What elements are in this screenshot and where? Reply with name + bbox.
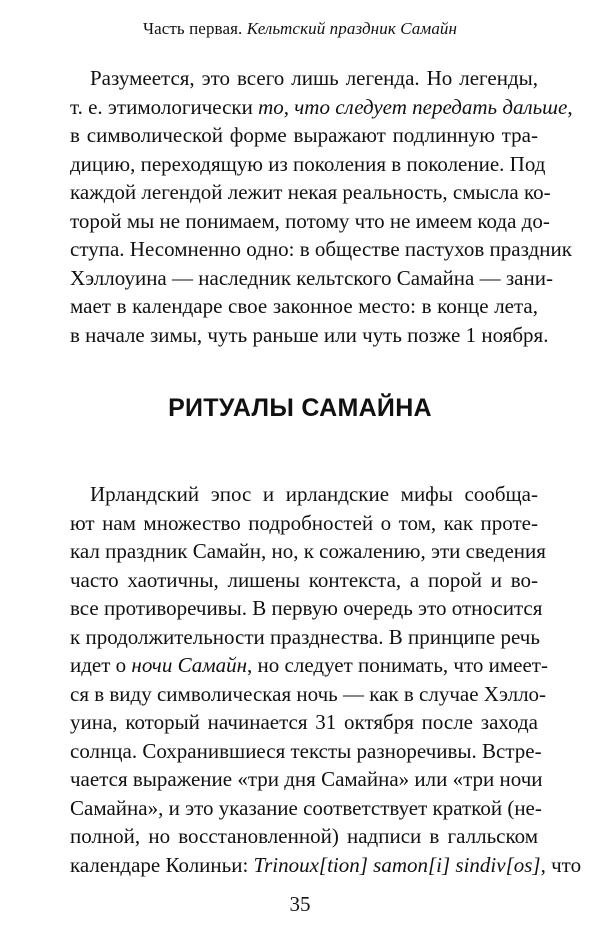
text-line: ступа. Несомненно одно: в обществе пастухов праздник <box>70 237 572 261</box>
running-head-part: Часть первая. <box>142 19 243 38</box>
text-line: все противоречивы. В первую очередь это относится <box>70 596 543 620</box>
paragraph-rituals <box>70 480 582 879</box>
text-line: Ирландский эпос и ирландские мифы сообща- <box>90 482 538 506</box>
text-line: дицию, переходящую из поколения в поколение. Под <box>70 151 546 176</box>
text-line: ют нам множество подробностей о том, как проте- <box>70 510 538 535</box>
text-line: каждой легендой лежит некая реальность, смысла ко- <box>70 180 551 204</box>
text-line: полной, но восстановленной) надписи в галльском <box>70 824 538 848</box>
section-heading: РИТУАЛЫ САМАЙНА <box>168 394 432 422</box>
emphasis: ночи Самайн <box>131 653 248 677</box>
text-line: Самайна», и это указание соответствует краткой (не- <box>70 795 542 820</box>
text-line: к продолжительности празднества. В принципе речь <box>70 624 540 649</box>
text-line: торой мы не понимаем, потому что не имеем кода до- <box>70 208 550 233</box>
text-line: мает в календаре свое законное место: в конце лета, <box>70 294 538 318</box>
inscription: Trinoux[tion] samon[i] sindiv[os] <box>253 852 541 877</box>
text-line: идет о ночи Самайн, но следует понимать, что имеет- <box>70 653 548 677</box>
text-line: календаре Колиньи: Trinoux[tion] samon[i] sindiv[os], что <box>70 852 582 877</box>
text-line: ся в виду символическая ночь — как в случае Хэлло- <box>70 681 547 706</box>
text-line: в символической форме выражают подлинную тра- <box>70 123 538 147</box>
running-head <box>0 18 600 40</box>
emphasis: то, что следует передать дальше <box>258 94 568 119</box>
running-head-title: Кельтский праздник Самайн <box>246 19 458 38</box>
text-line: часто хаотичны, лишены контекста, а порой и во- <box>70 567 538 592</box>
text-line: Разумеется, это всего лишь легенда. Но легенды, <box>90 66 538 90</box>
text-line: чается выражение «три дня Самайна» или «три ночи <box>70 767 543 791</box>
text-line: в начале зимы, чуть раньше или чуть позже 1 ноября. <box>70 322 549 347</box>
page-number: 35 <box>289 892 311 916</box>
text-line: т. е. этимологически то, что следует передать дальше, <box>70 94 573 119</box>
text-line: солнца. Сохранившиеся тексты разноречивы. Встре- <box>70 738 542 763</box>
text-line: Хэллоуина — наследник кельтского Самайна — зани- <box>70 265 553 290</box>
text-line: уина, который начинается 31 октября после захода <box>70 710 538 734</box>
text-line: кал праздник Самайн, но, к сожалению, эти сведения <box>70 539 546 563</box>
paragraph-legend <box>70 64 573 349</box>
